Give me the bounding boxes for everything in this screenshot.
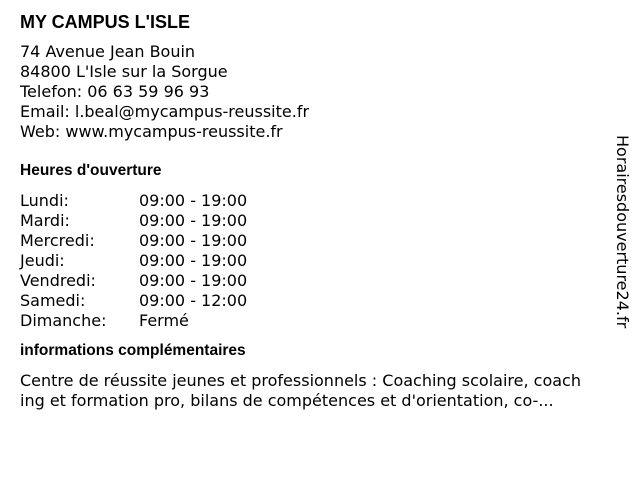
site-watermark: Horairesdouverture24.fr bbox=[613, 135, 632, 329]
additional-info-text bbox=[20, 371, 632, 411]
email-address: Email: l.beal@mycampus-reussite.fr bbox=[20, 102, 310, 121]
hours-row bbox=[20, 271, 247, 291]
hours-time: 09:00 - 19:00 bbox=[139, 271, 248, 290]
business-card bbox=[20, 10, 610, 411]
hours-time: Fermé bbox=[139, 311, 189, 330]
hours-row bbox=[20, 211, 247, 231]
hours-time: 09:00 - 19:00 bbox=[139, 231, 248, 250]
hours-day: Lundi: bbox=[20, 191, 69, 210]
hours-row bbox=[20, 191, 247, 211]
info-line: Centre de réussite jeunes et professionnels : Coaching scolaire, coach bbox=[20, 371, 581, 390]
hours-day: Mercredi: bbox=[20, 231, 95, 250]
hours-time: 09:00 - 19:00 bbox=[139, 191, 248, 210]
hours-row bbox=[20, 311, 247, 331]
phone-number: Telefon: 06 63 59 96 93 bbox=[20, 82, 210, 101]
hours-time: 09:00 - 19:00 bbox=[139, 251, 248, 270]
hours-day: Mardi: bbox=[20, 211, 70, 230]
hours-row bbox=[20, 231, 247, 251]
hours-day: Vendredi: bbox=[20, 271, 96, 290]
hours-day: Samedi: bbox=[20, 291, 86, 310]
hours-time: 09:00 - 12:00 bbox=[139, 291, 248, 310]
opening-hours-heading: Heures d'ouverture bbox=[20, 162, 162, 179]
hours-row bbox=[20, 291, 247, 311]
info-line: ing et formation pro, bilans de compétences et d'orientation, co-... bbox=[20, 391, 554, 410]
hours-row bbox=[20, 251, 247, 271]
hours-day: Jeudi: bbox=[20, 251, 65, 270]
address-street: 74 Avenue Jean Bouin bbox=[20, 42, 196, 61]
hours-time: 09:00 - 19:00 bbox=[139, 211, 248, 230]
contact-block bbox=[20, 42, 610, 142]
opening-hours-table bbox=[20, 191, 247, 331]
address-city: 84800 L'Isle sur la Sorgue bbox=[20, 62, 228, 81]
business-name: MY CAMPUS L'ISLE bbox=[20, 12, 190, 32]
additional-info-heading: informations complémentaires bbox=[20, 342, 246, 359]
hours-day: Dimanche: bbox=[20, 311, 107, 330]
website: Web: www.mycampus-reussite.fr bbox=[20, 122, 283, 141]
